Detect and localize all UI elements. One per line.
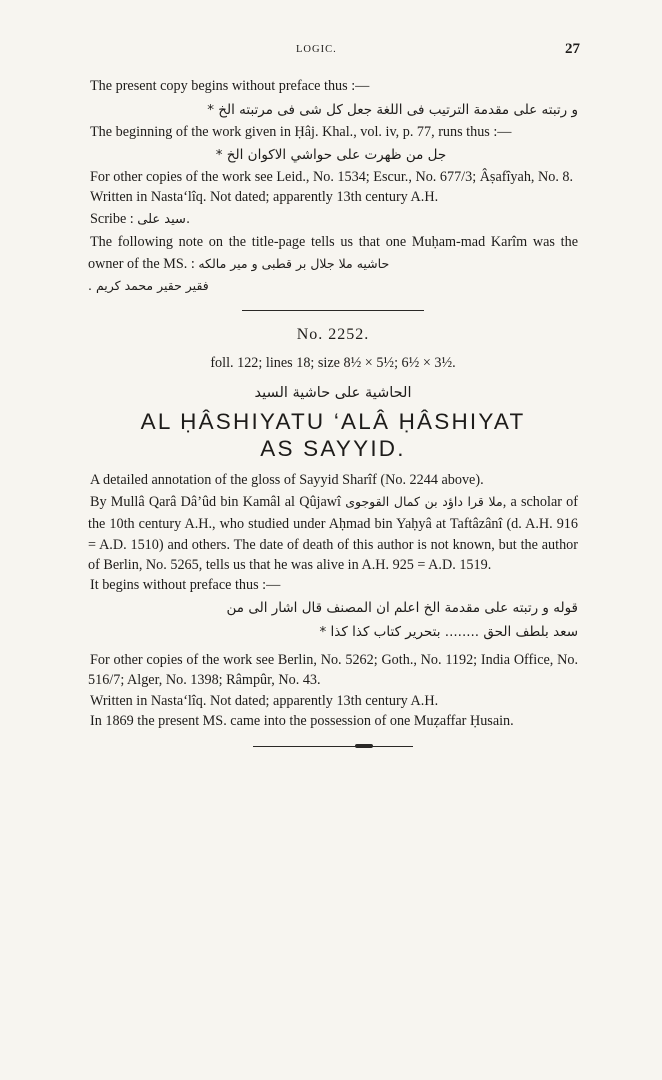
- arabic-incipit-line-1: قوله و رتبته على مقدمة الخ اعلم ان المصنف قال اشار الى من: [226, 599, 578, 616]
- folio-description: foll. 122; lines 18; size 8½ × 5½; 6½ × 3½.: [210, 355, 456, 372]
- entry-title-line-1: AL ḤÂSHIYATU ‘ALÂ ḤÂSHIYAT: [140, 408, 526, 434]
- copy-begins-paragraph: The present copy begins without preface thus :—: [90, 78, 370, 94]
- title-page-note: [88, 232, 578, 276]
- written-paragraph-2: Written in Nasta‘lîq. Not dated; apparently 13th century A.H.: [90, 692, 439, 709]
- entry-title: [88, 408, 578, 462]
- section-divider: [242, 310, 424, 311]
- arabic-incipit-line-2: سعد بلطف الحق ........ بتحرير كتاب كذا كذا *: [319, 623, 578, 640]
- body-text: [88, 76, 578, 750]
- running-head: [0, 41, 662, 64]
- scribe-line: [88, 208, 578, 232]
- entry-title-line-2: AS SAYYID.: [260, 435, 406, 461]
- entry-number: No. 2252.: [296, 326, 370, 344]
- other-copies-paragraph: For other copies of the work see Leid., No. 1534; Escur., No. 677/3; Âṣafîyah, No. 8.: [90, 168, 574, 185]
- title-page-note-text: The following note on the title-page tells us that one Muḥam-mad Karîm was the owner of the MS. :: [88, 233, 578, 273]
- author-name-arabic: ملا قرا داؤد بن كمال القوجوى: [345, 494, 503, 510]
- title-page-note-arabic-2: فقیر حقیر محمد کریم .: [88, 278, 209, 294]
- end-rule-mark: [355, 744, 373, 748]
- scribe-label: Scribe :: [90, 210, 134, 227]
- title-page-note-arabic: حاشیه ملا جلال بر قطبی و میر مالکه: [198, 256, 390, 272]
- beginning-paragraph: The beginning of the work given in Ḥâj. Khal., vol. iv, p. 77, runs thus :—: [90, 124, 512, 141]
- author-paragraph: [88, 490, 578, 575]
- author-name-text: By Mullâ Qarâ Dâ’ûd bin Kamâl al Qûjawî: [90, 494, 341, 511]
- description-paragraph: A detailed annotation of the gloss of Sayyid Sharîf (No. 2244 above).: [90, 471, 484, 488]
- running-head-title: LOGIC.: [296, 44, 337, 55]
- scribe-arabic: سید علی.: [137, 211, 191, 227]
- author-details-text: , a scholar of the 10th century A.H., who studied under Aḥmad bin Yaḥyâ at Taftâzânî (d. A.H. 916 = A.D. 1510) and others. The date of death of this author is not known, but the author of Berlin, No. 5265, tells us that he was alive in A.H. 925 = A.D. 1519.: [88, 494, 579, 574]
- arabic-beginning: جل من ظهرت على حواشي الاكوان الخ *: [215, 146, 447, 163]
- arabic-incipit: و رتبته على مقدمة الترتيب فى اللغة جعل كل شى فى مرتبته الخ *: [207, 102, 578, 119]
- end-rule-line: [253, 746, 413, 747]
- page-number: 27: [565, 41, 580, 57]
- arabic-title: الحاشية على حاشية السيد: [254, 384, 412, 401]
- end-rule: [253, 744, 413, 750]
- begins-paragraph: It begins without preface thus :—: [90, 577, 281, 594]
- written-paragraph: Written in Nasta‘lîq. Not dated; apparently 13th century A.H.: [90, 189, 439, 206]
- other-copies-paragraph-2: For other copies of the work see Berlin, No. 5262; Goth., No. 1192; India Office, No. 516/7; Alger, No. 1398; Râmpûr, No. 43.: [88, 651, 578, 689]
- provenance-paragraph: In 1869 the present MS. came into the possession of one Muẓaffar Ḥusain.: [90, 713, 514, 730]
